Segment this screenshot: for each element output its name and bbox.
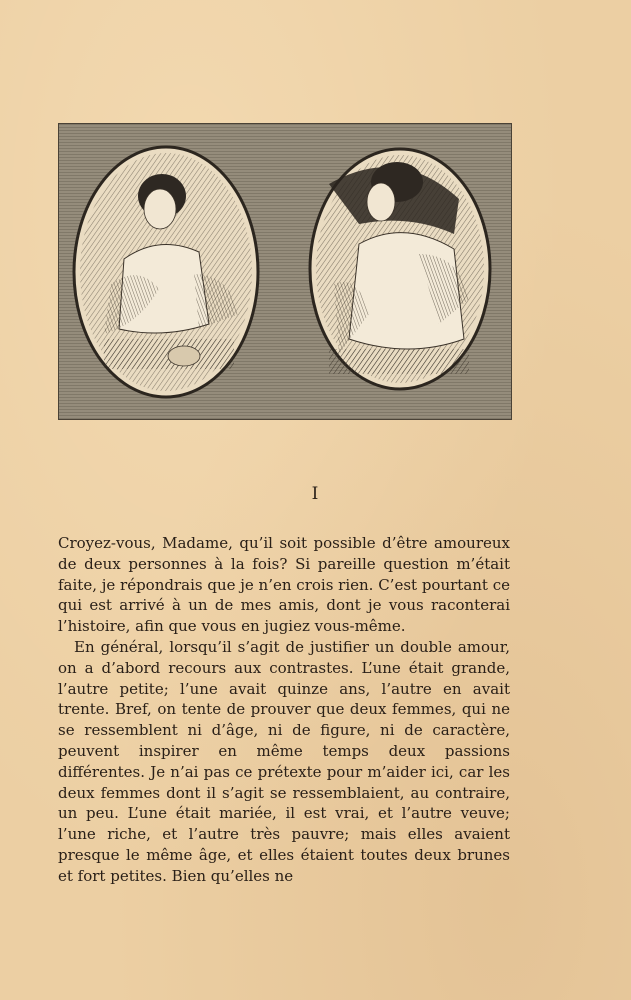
body-text [58,533,510,887]
left-portrait [74,147,258,397]
engraved-illustration [58,123,512,420]
illustration-svg [59,124,513,421]
chapter-number: I [311,484,320,504]
paragraph: En général, lorsqu’il s’agit de justifier un double amour, on a d’abord recours aux contrastes. L’une était grande, l’autre petite; l’une avait quinze ans, l’autre en avait trente. Bref, on tente de prouver que deux femmes, qui ne se ressemblent ni d’âge, ni de figure, ni de caractère, peuvent inspirer en même temps deux passions différentes. Je n’ai pas ce prétexte pour m’aider ici, car les deux femmes dont il s’agit se ressemblaient, au contraire, un peu. L’une était mariée, il est vrai, et l’autre veuve; l’une riche, et l’autre très pauvre; mais elles avaient presque le même âge, et elles étaient toutes deux brunes et fort petites. Bien qu’elles ne [58,637,510,885]
paragraph: Croyez-vous, Madame, qu’il soit possible d’être amoureux de deux personnes à la fois? Si pareille question m’était faite, je répondrais que je n’en crois rien. C’est pourtant ce qui est arrivé à un de mes amis, dont je vous raconterai l’histoire, afin que vous en jugiez vous-même. [58,534,510,636]
right-portrait [310,149,490,389]
